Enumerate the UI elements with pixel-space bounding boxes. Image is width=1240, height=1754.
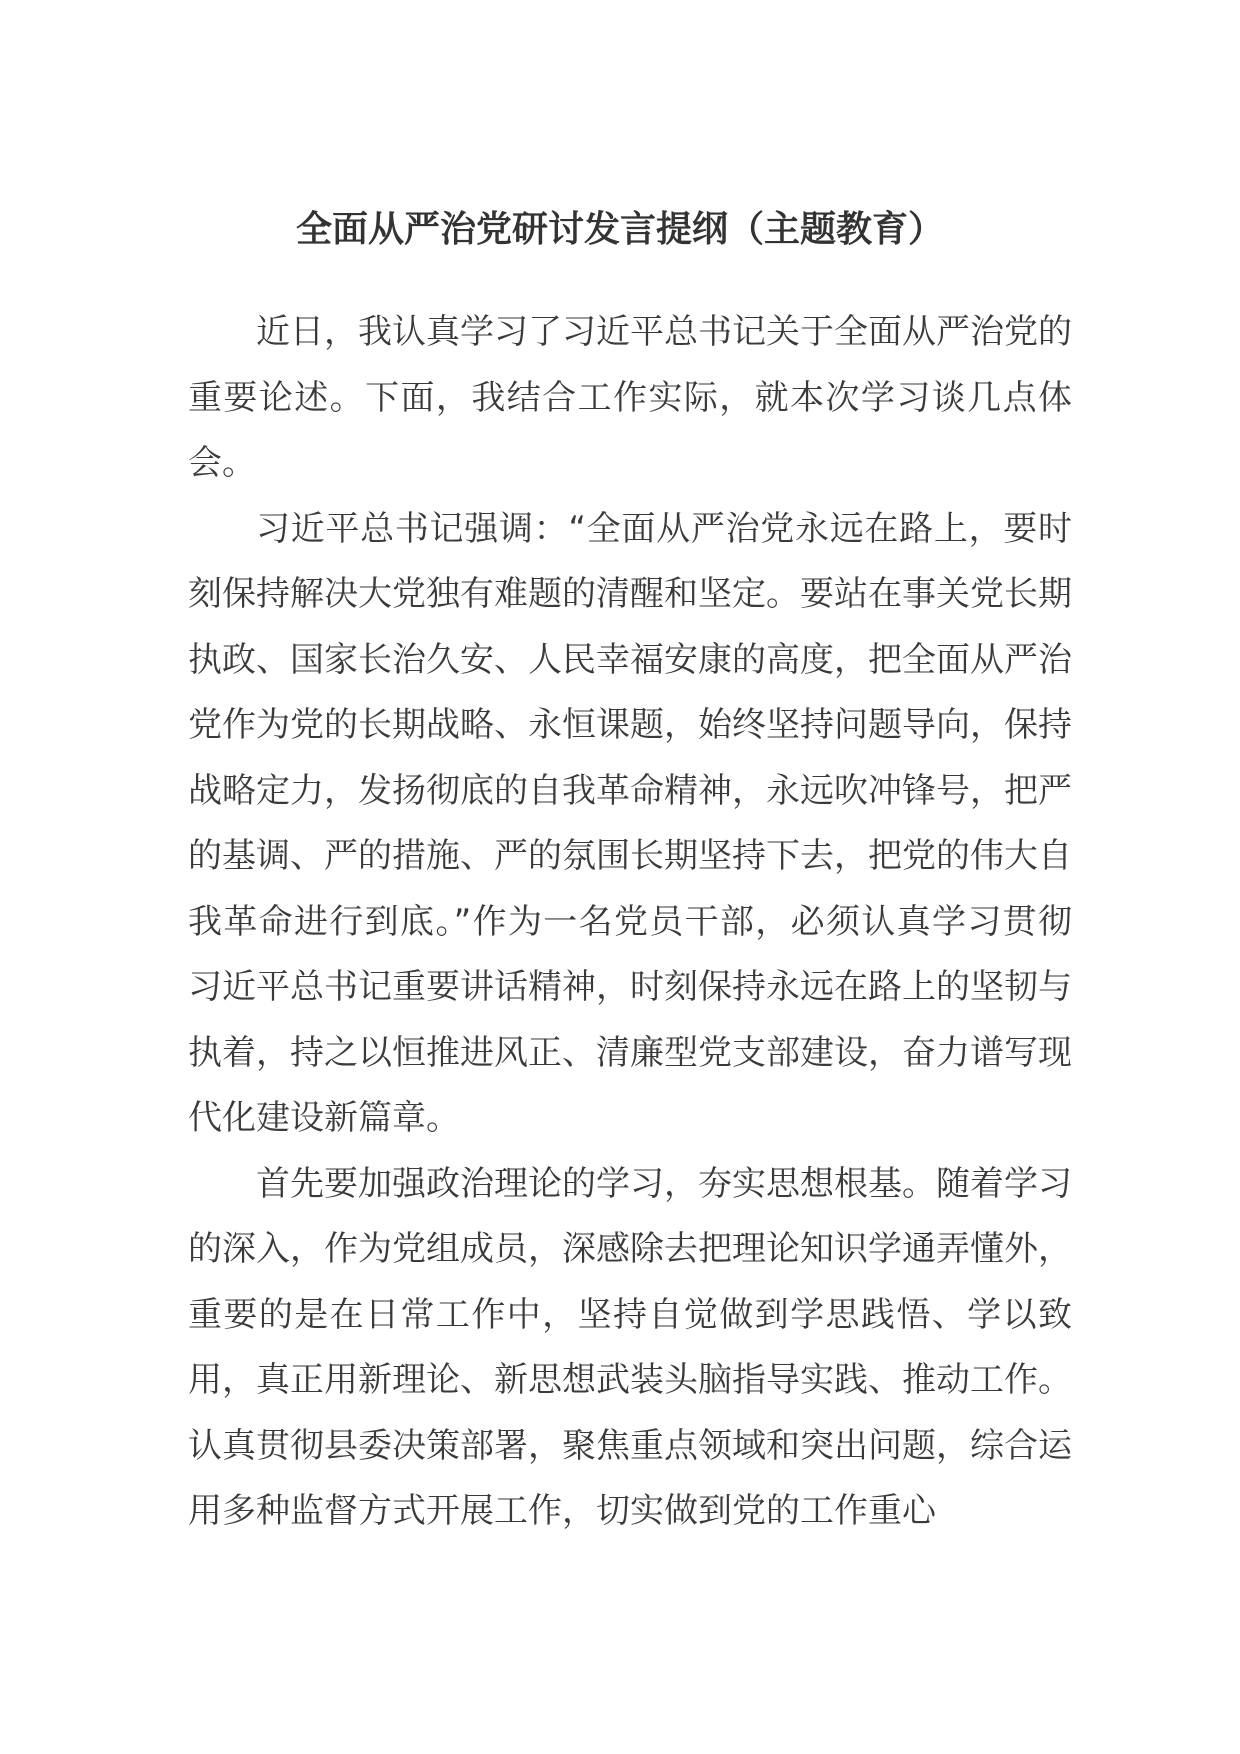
document-body [188, 300, 1072, 1545]
paragraph-3: 首先要加强政治理论的学习，夯实思想根基。随着学习的深入，作为党组成员，深感除去把理论知识学通弄懂外，重要的是在日常工作中，坚持自觉做到学思践悟、学以致用，真正用新理论、新思想武装头脑指导实践、推动工作。认真贯彻县委决策部署，聚焦重点领域和突出问题，综合运用多种监督方式开展工作，切实做到党的工作重心 [188, 1163, 1072, 1531]
paragraph-2: 习近平总书记强调：“全面从严治党永远在路上，要时刻保持解决大党独有难题的清醒和坚定。要站在事关党长期执政、国家长治久安、人民幸福安康的高度，把全面从严治党作为党的长期战略、永恒课题，始终坚持问题导向，保持战略定力，发扬彻底的自我革命精神，永远吹冲锋号，把严的基调、严的措施、严的氛围长期坚持下去，把党的伟大自我革命进行到底。”作为一名党员干部，必须认真学习贯彻习近平总书记重要讲话精神，时刻保持永远在路上的坚韧与执着，持之以恒推进风正、清廉型党支部建设，奋力谱写现代化建设新篇章。 [188, 508, 1072, 1138]
paragraph-1: 近日，我认真学习了习近平总书记关于全面从严治党的重要论述。下面，我结合工作实际，就本次学习谈几点体会。 [188, 312, 1072, 483]
document-title: 全面从严治党研讨发言提纲（主题教育） [295, 209, 944, 250]
